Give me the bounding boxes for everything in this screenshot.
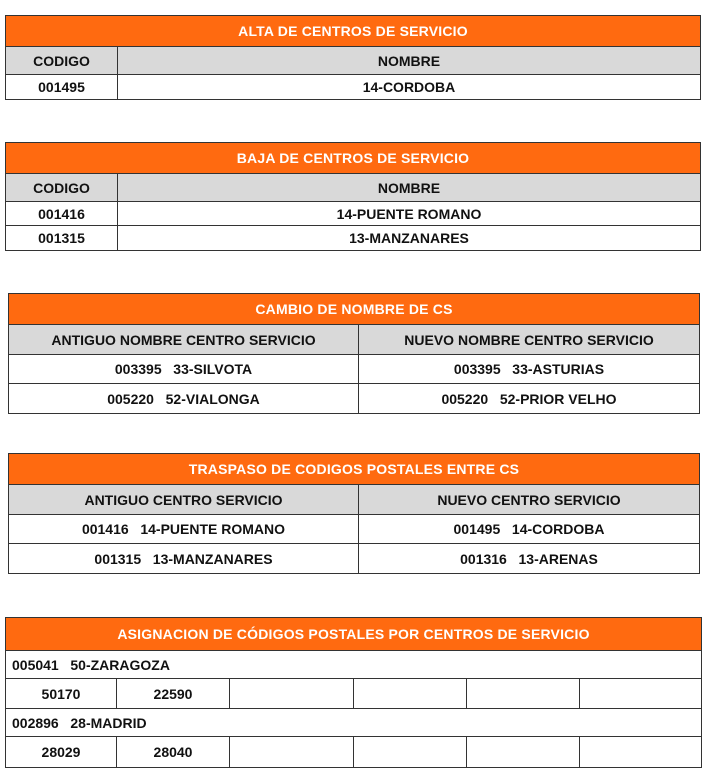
baja-title: BAJA DE CENTROS DE SERVICIO <box>6 143 700 174</box>
cambio-header-row <box>9 325 699 355</box>
postal-code-cell <box>354 737 467 767</box>
cambio-table <box>8 293 700 414</box>
asignacion-table <box>5 617 702 768</box>
postal-code-cell: 28040 <box>117 737 230 767</box>
table-row <box>9 544 699 573</box>
table-row <box>6 202 700 226</box>
traspaso-header-row <box>9 485 699 515</box>
asignacion-center-row <box>6 651 701 679</box>
postal-code-cell <box>354 679 467 708</box>
cambio-row-nuevo: 005220 52-PRIOR VELHO <box>441 390 617 407</box>
baja-table <box>5 142 701 251</box>
cambio-title: CAMBIO DE NOMBRE DE CS <box>9 294 699 325</box>
postal-code-cell: 28029 <box>6 737 117 767</box>
traspaso-title: TRASPASO DE CODIGOS POSTALES ENTRE CS <box>9 454 699 485</box>
postal-code-cell <box>467 737 580 767</box>
postal-code-cell <box>580 679 701 708</box>
postal-code-cell: 50170 <box>6 679 117 708</box>
table-row <box>9 515 699 544</box>
cambio-row-antiguo: 003395 33-SILVOTA <box>9 355 359 383</box>
asignacion-center-label: 002896 28-MADRID <box>12 714 147 731</box>
baja-row-codigo: 001315 <box>6 226 118 250</box>
asignacion-center-label: 005041 50-ZARAGOZA <box>12 656 170 673</box>
postal-code-cell <box>580 737 701 767</box>
cambio-header-nuevo: NUEVO NOMBRE CENTRO SERVICIO <box>359 325 699 354</box>
cambio-row-nuevo: 003395 33-ASTURIAS <box>453 361 605 377</box>
baja-row-codigo: 001416 <box>6 202 118 225</box>
baja-header-codigo: CODIGO <box>6 174 118 201</box>
alta-row-nombre: 14-CORDOBA <box>362 79 456 95</box>
traspaso-row-antiguo: 001416 14-PUENTE ROMANO <box>9 515 359 543</box>
traspaso-row-nuevo: 001495 14-CORDOBA <box>453 521 605 537</box>
traspaso-header-nuevo: NUEVO CENTRO SERVICIO <box>359 485 699 514</box>
alta-row-codigo: 001495 <box>6 75 118 99</box>
baja-header-nombre: NOMBRE <box>118 174 700 201</box>
traspaso-row-antiguo: 001315 13-MANZANARES <box>9 544 359 573</box>
table-row <box>6 679 701 709</box>
table-row <box>9 384 699 413</box>
postal-code-cell <box>230 679 354 708</box>
alta-title: ALTA DE CENTROS DE SERVICIO <box>6 16 700 47</box>
traspaso-table <box>8 453 700 574</box>
asignacion-center-row <box>6 709 701 737</box>
postal-code-cell <box>467 679 580 708</box>
alta-header-nombre: NOMBRE <box>118 47 700 74</box>
table-row <box>6 226 700 250</box>
alta-header-codigo: CODIGO <box>6 47 118 74</box>
baja-row-nombre: 14-PUENTE ROMANO <box>336 205 482 222</box>
table-row <box>6 75 700 99</box>
alta-table <box>5 15 701 100</box>
traspaso-row-nuevo: 001316 13-ARENAS <box>460 550 598 567</box>
baja-row-nombre: 13-MANZANARES <box>349 230 469 246</box>
traspaso-header-antiguo: ANTIGUO CENTRO SERVICIO <box>9 485 359 514</box>
baja-header-row <box>6 174 700 202</box>
table-row <box>9 355 699 384</box>
asignacion-title: ASIGNACION DE CÓDIGOS POSTALES POR CENTROS DE SERVICIO <box>6 618 701 651</box>
table-row <box>6 737 701 767</box>
cambio-row-antiguo: 005220 52-VIALONGA <box>9 384 359 413</box>
alta-header-row <box>6 47 700 75</box>
cambio-header-antiguo: ANTIGUO NOMBRE CENTRO SERVICIO <box>9 325 359 354</box>
postal-code-cell <box>230 737 354 767</box>
postal-code-cell: 22590 <box>117 679 230 708</box>
